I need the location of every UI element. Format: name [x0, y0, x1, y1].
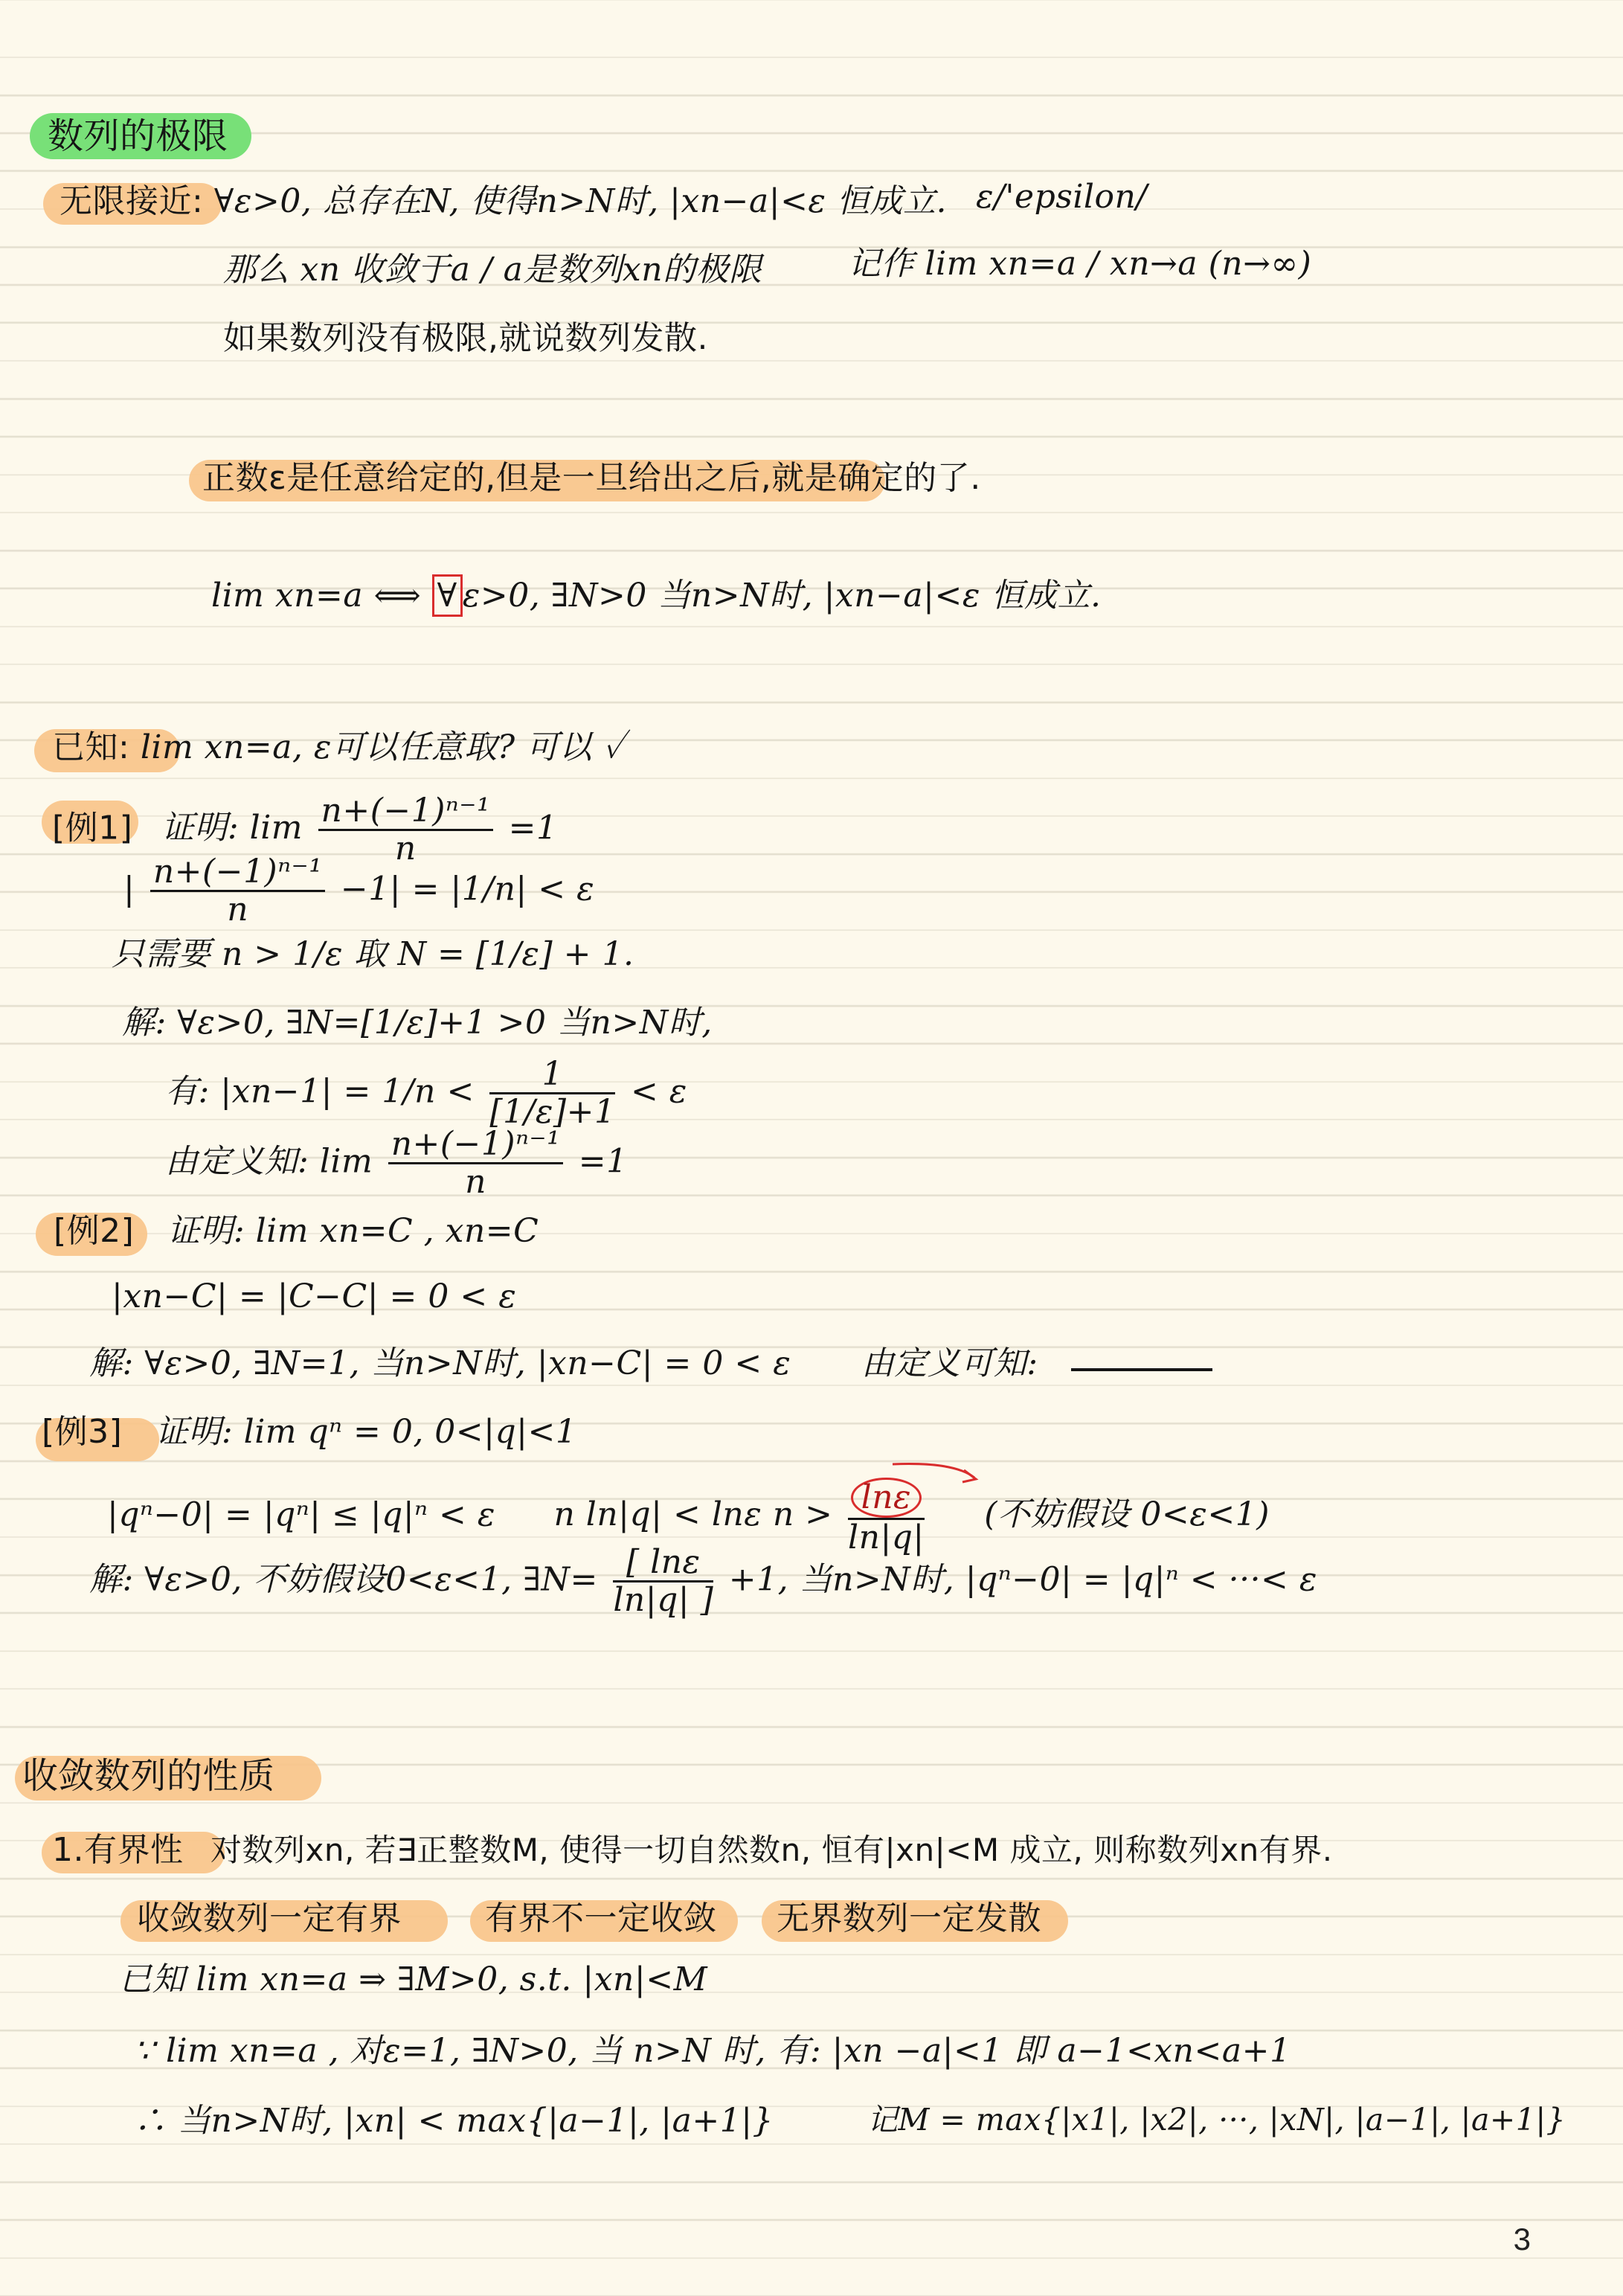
example2-solution-line	[89, 1345, 1212, 1383]
bounded-text: 对数列xn, 若∃正整数M, 使得一切自然数n, 恒有|xn|<M 成立, 则称数列xn有界.	[210, 1832, 1333, 1868]
equiv-left: lim xn=a ⟺	[211, 577, 422, 615]
section2-title: 收敛数列的性质	[22, 1755, 275, 1797]
sol2-pre: 有: |xn−1| = 1/n <	[165, 1072, 475, 1111]
sol3-den: n	[465, 1163, 486, 1202]
example3-sol-pre: 解: ∀ε>0, 不妨假设0<ε<1, ∃N=	[89, 1560, 598, 1599]
page-number: 3	[1513, 2222, 1531, 2257]
def-text: ∀ε>0, 总存在N, 使得n>N时, |xn−a|<ε 恒成立.	[213, 182, 948, 220]
equiv-right: ε>0, ∃N>0 当n>N时, |xn−a|<ε 恒成立.	[462, 577, 1102, 615]
sol3-post: =1	[578, 1142, 628, 1181]
converge-line	[223, 251, 762, 289]
epsilon-note: ε/'epsilon/	[976, 178, 1148, 216]
example1-solution3	[165, 1126, 628, 1201]
circled-ln-epsilon: lnε	[851, 1478, 922, 1518]
step1-fraction	[150, 854, 326, 929]
equivalence-line	[211, 577, 1101, 615]
answer-blank	[1071, 1368, 1212, 1371]
fraction-numerator: n+(−1)ⁿ⁻¹	[318, 793, 494, 831]
example1-eq: =1	[508, 809, 558, 847]
step1-num: n+(−1)ⁿ⁻¹	[150, 854, 326, 892]
example3-label: [例3]	[42, 1413, 123, 1451]
converge-text: 那么 xn 收敛于a / a是数列xn的极限	[223, 251, 762, 289]
def-label: 无限接近:	[60, 182, 204, 220]
sol3-fraction	[388, 1126, 564, 1201]
sol2-den: [1/ε]+1	[489, 1093, 616, 1132]
tag-convergent-bounded: 收敛数列一定有界	[137, 1899, 402, 1937]
diverge-line: 如果数列没有极限,就说数列发散.	[223, 319, 708, 357]
known1-text: lim xn=a, ε可以任意取? 可以 ✓	[140, 728, 625, 766]
example2-prove: 证明: lim xn=C , xn=C	[167, 1212, 539, 1250]
section1-title: 数列的极限	[48, 115, 228, 157]
example3-sol-num: [ lnε	[613, 1545, 713, 1582]
tag-unbounded-divergent: 无界数列一定发散	[777, 1899, 1041, 1937]
example3-note: (不妨假设 0<ε<1)	[984, 1495, 1270, 1534]
example3-sol-den: ln|q| ]	[613, 1581, 714, 1620]
example2-prove-line	[54, 1213, 539, 1251]
example1-step2: 只需要 n > 1/ε 取 N = [1/ε] + 1.	[112, 935, 634, 973]
example2-step1: |xn−C| = |C−C| = 0 < ε	[112, 1277, 517, 1315]
notation-line: 记作 lim xn=a / xn→a (n→∞)	[848, 245, 1312, 283]
example1-solution2	[165, 1056, 687, 1131]
example3-solution-line	[89, 1545, 1317, 1619]
example3-frac-num	[848, 1478, 925, 1520]
step1-post: −1| = |1/n| < ε	[340, 870, 595, 908]
known1-line	[52, 729, 624, 767]
example3-prove-line	[42, 1414, 576, 1452]
forall-boxed: ∀	[432, 574, 463, 617]
definition-line	[60, 183, 947, 221]
sol2-fraction	[489, 1056, 615, 1131]
example3-step2: n ln|q| < lnε n >	[553, 1495, 833, 1534]
example3-sol-post: +1, 当n>N时, |qⁿ−0| = |q|ⁿ < ···< ε	[728, 1560, 1318, 1599]
example3-prove: 证明: lim qⁿ = 0, 0<|q|<1	[155, 1413, 577, 1451]
example2-conclusion: 由定义可知:	[861, 1344, 1038, 1382]
example2-label: [例2]	[54, 1212, 135, 1250]
sol3-pre: 由定义知: lim	[165, 1142, 373, 1181]
sol2-post: < ε	[630, 1072, 687, 1111]
example3-frac-den: ln|q|	[848, 1519, 925, 1557]
section2-therefore: ∴ 当n>N时, |xn| < max{|a−1|, |a+1|}	[134, 2102, 774, 2140]
example2-solution: 解: ∀ε>0, ∃N=1, 当n>N时, |xn−C| = 0 < ε	[89, 1344, 791, 1382]
epsilon-highlight-text: 正数ε是任意给定的,但是一旦给出之后,就是确定的了.	[202, 459, 981, 497]
sol3-num: n+(−1)ⁿ⁻¹	[388, 1126, 564, 1164]
example1-prove: 证明: lim	[161, 809, 303, 847]
step1-pre: |	[123, 870, 135, 908]
bounded-line	[52, 1832, 1333, 1870]
section2-because: ∵ lim xn=a , 对ε=1, ∃N>0, 当 n>N 时, 有: |xn −a|<1 即 a−1<xn<a+1	[134, 2032, 1291, 2070]
example1-step1	[123, 854, 594, 929]
example3-sol-fraction	[613, 1545, 713, 1619]
example1-solution1: 解: ∀ε>0, ∃N=[1/ε]+1 >0 当n>N时,	[122, 1004, 713, 1042]
tag-bounded-not-convergent: 有界不一定收敛	[485, 1899, 717, 1937]
bounded-label: 1.有界性	[52, 1831, 184, 1869]
known1-label: 已知:	[52, 728, 130, 766]
step1-den: n	[227, 891, 249, 929]
section2-known: 已知 lim xn=a ⇒ ∃M>0, s.t. |xn|<M	[119, 1960, 708, 1998]
example1-label: [例1]	[52, 809, 133, 847]
fraction-denominator: n	[394, 830, 417, 868]
sol2-num: 1	[489, 1056, 615, 1094]
section2-record: 记M = max{|x1|, |x2|, ···, |xN|, |a−1|, |a+1|}	[867, 2102, 1566, 2138]
example3-step1: |qⁿ−0| = |qⁿ| ≤ |q|ⁿ < ε	[107, 1495, 495, 1534]
